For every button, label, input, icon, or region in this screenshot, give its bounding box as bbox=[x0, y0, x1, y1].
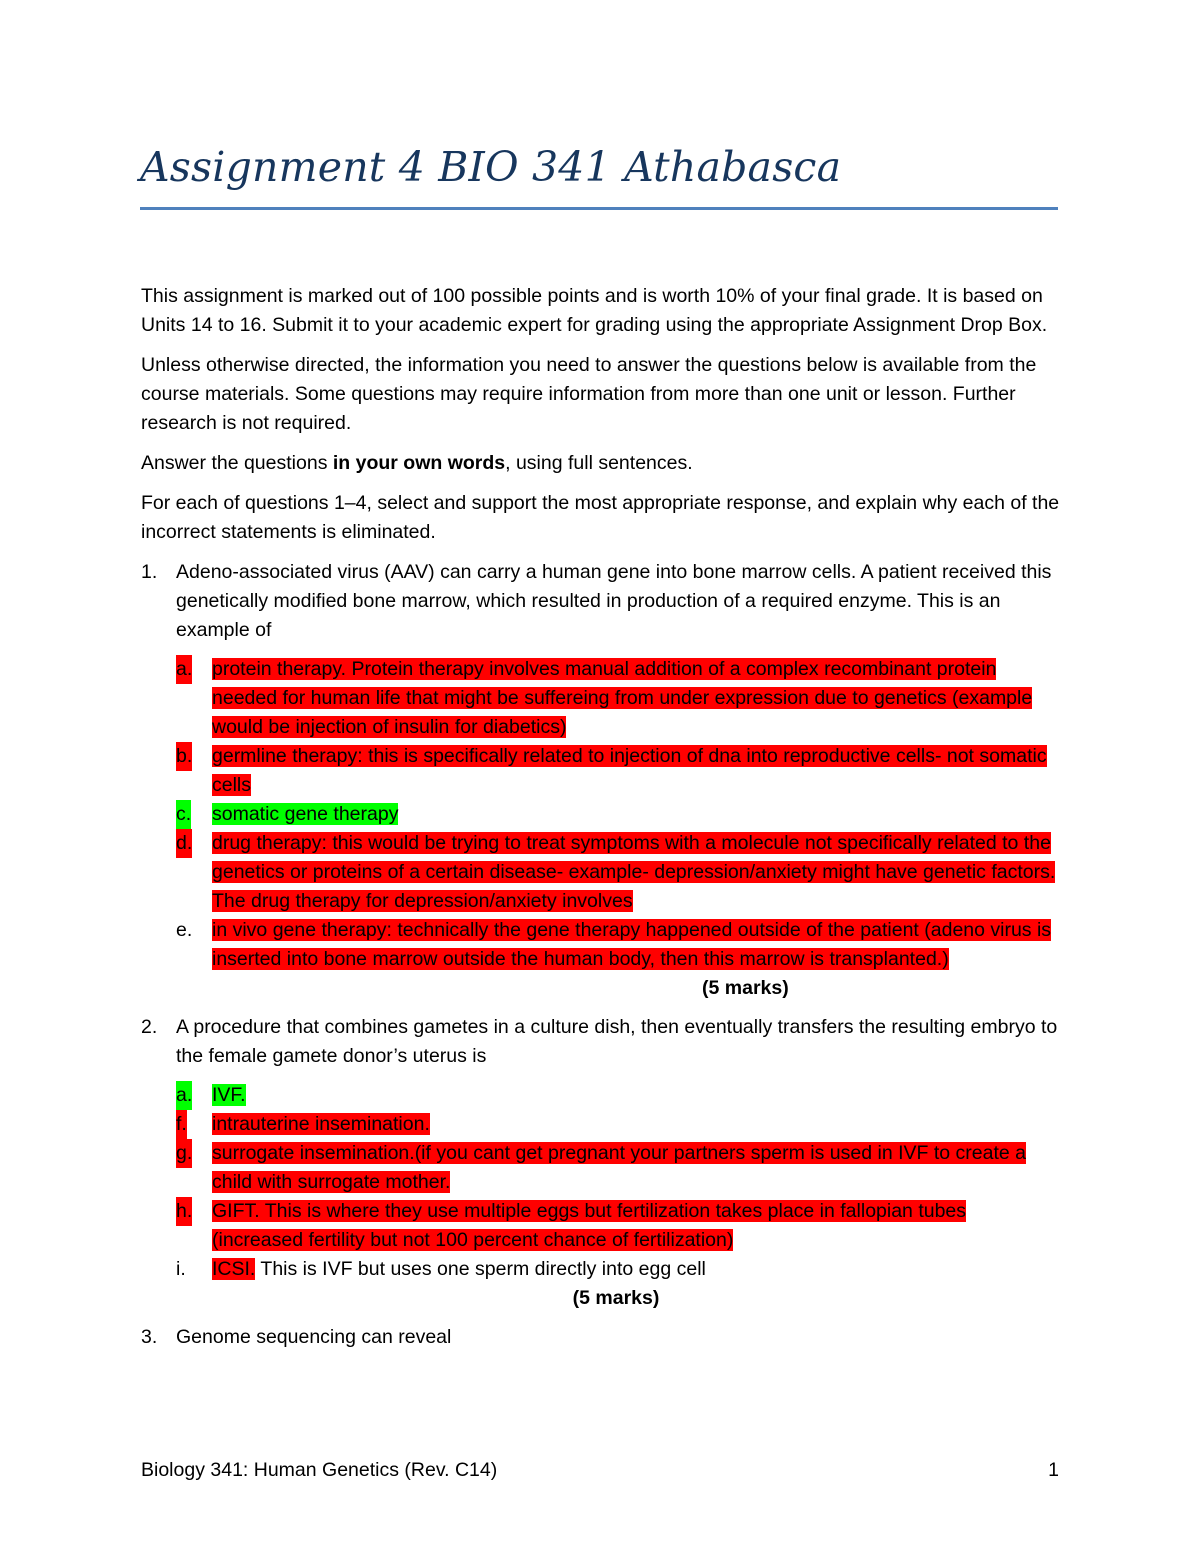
option-letter: g. bbox=[176, 1139, 192, 1168]
option-a bbox=[141, 655, 1061, 742]
option-letter: d. bbox=[176, 829, 192, 858]
option-letter: i. bbox=[176, 1258, 186, 1280]
option-text: in vivo gene therapy: technically the gene therapy happened outside of the patient (adeno virus is inserted into bone marrow outside the human body, then this marrow is transplanted.) bbox=[212, 919, 1052, 970]
own-words-paragraph bbox=[141, 449, 1061, 478]
question-text: Adeno-associated virus (AAV) can carry a human gene into bone marrow cells. A patient received this genetically modified bone marrow, which resulted in production of a required enzyme. This is an example of bbox=[176, 561, 1052, 641]
option-text: intrauterine insemination. bbox=[212, 1113, 430, 1135]
option-f bbox=[141, 1110, 1061, 1139]
option-e bbox=[141, 916, 1061, 1003]
instructions-paragraph: For each of questions 1–4, select and support the most appropriate response, and explain why each of the incorrect statements is eliminated. bbox=[141, 492, 1060, 543]
question-3 bbox=[141, 1323, 1061, 1352]
question-number: 2. bbox=[141, 1016, 158, 1038]
option-letter: a. bbox=[176, 655, 192, 684]
option-text: germline therapy: this is specifically related to injection of dna into reproductive cells- not somatic cells bbox=[212, 745, 1047, 796]
option-text: IVF. bbox=[212, 1084, 246, 1106]
option-letter: e. bbox=[176, 919, 193, 941]
page-footer bbox=[141, 1457, 1059, 1483]
own-words-emphasis: in your own words bbox=[332, 452, 506, 474]
question-text: Genome sequencing can reveal bbox=[176, 1326, 452, 1348]
footer-course-label: Biology 341: Human Genetics (Rev. C14) bbox=[141, 1459, 498, 1481]
option-letter: b. bbox=[176, 742, 192, 771]
question-1-options bbox=[141, 655, 1061, 1003]
option-b bbox=[141, 742, 1061, 800]
question-number: 1. bbox=[141, 561, 158, 583]
option-letter: f. bbox=[176, 1110, 187, 1139]
title-underline bbox=[140, 207, 1058, 210]
option-c bbox=[141, 800, 1061, 829]
page-number: 1 bbox=[1048, 1459, 1059, 1481]
document-body bbox=[141, 282, 1061, 1362]
document-title: Assignment 4 BIO 341 Athabasca bbox=[140, 143, 842, 191]
marks-label: (5 marks) bbox=[702, 977, 789, 999]
option-text: somatic gene therapy bbox=[212, 803, 399, 825]
option-text: surrogate insemination.(if you cant get pregnant your partners sperm is used in IVF to create a child with surrogate mother. bbox=[212, 1142, 1027, 1193]
option-i bbox=[141, 1255, 1061, 1284]
intro-paragraph-1: This assignment is marked out of 100 possible points and is worth 10% of your final grade. It is based on Units 14 to 16. Submit it to your academic expert for grading using the appropriate Assignment Drop Box. bbox=[141, 285, 1048, 336]
question-number: 3. bbox=[141, 1326, 158, 1348]
option-a bbox=[141, 1081, 1061, 1110]
option-text: protein therapy. Protein therapy involves manual addition of a complex recombinant protein needed for human life that might be suffereing from under expression due to genetics (example would be injection of insulin for diabetics) bbox=[212, 658, 1033, 738]
question-2-options bbox=[141, 1081, 1061, 1284]
intro-paragraph-2: Unless otherwise directed, the information you need to answer the questions below is available from the course materials. Some questions may require information from more than one unit or lesson. Further research is not required. bbox=[141, 354, 1037, 434]
question-text: A procedure that combines gametes in a culture dish, then eventually transfers the resulting embryo to the female gamete donor’s uterus is bbox=[176, 1016, 1058, 1067]
own-words-suffix: , using full sentences. bbox=[505, 452, 693, 474]
marks-label: (5 marks) bbox=[572, 1287, 660, 1309]
own-words-prefix: Answer the questions bbox=[141, 452, 333, 474]
option-letter: h. bbox=[176, 1197, 192, 1226]
option-d bbox=[141, 829, 1061, 916]
option-g bbox=[141, 1139, 1061, 1197]
option-highlighted-text: ICSI. bbox=[212, 1258, 256, 1280]
question-2 bbox=[141, 1013, 1061, 1071]
option-letter: a. bbox=[176, 1081, 192, 1110]
option-text: drug therapy: this would be trying to treat symptoms with a molecule not specifically related to the genetics or proteins of a certain disease- example- depression/anxiety might have genetic factors. The drug therapy for depression/anxiety involves bbox=[212, 832, 1056, 912]
option-text: GIFT. This is where they use multiple eggs but fertilization takes place in fallopian tubes (increased fertility but not 100 percent chance of fertilization) bbox=[212, 1200, 967, 1251]
option-letter: c. bbox=[176, 800, 191, 829]
question-1 bbox=[141, 558, 1061, 645]
option-text: This is IVF but uses one sperm directly into egg cell bbox=[255, 1258, 706, 1280]
option-h bbox=[141, 1197, 1061, 1255]
